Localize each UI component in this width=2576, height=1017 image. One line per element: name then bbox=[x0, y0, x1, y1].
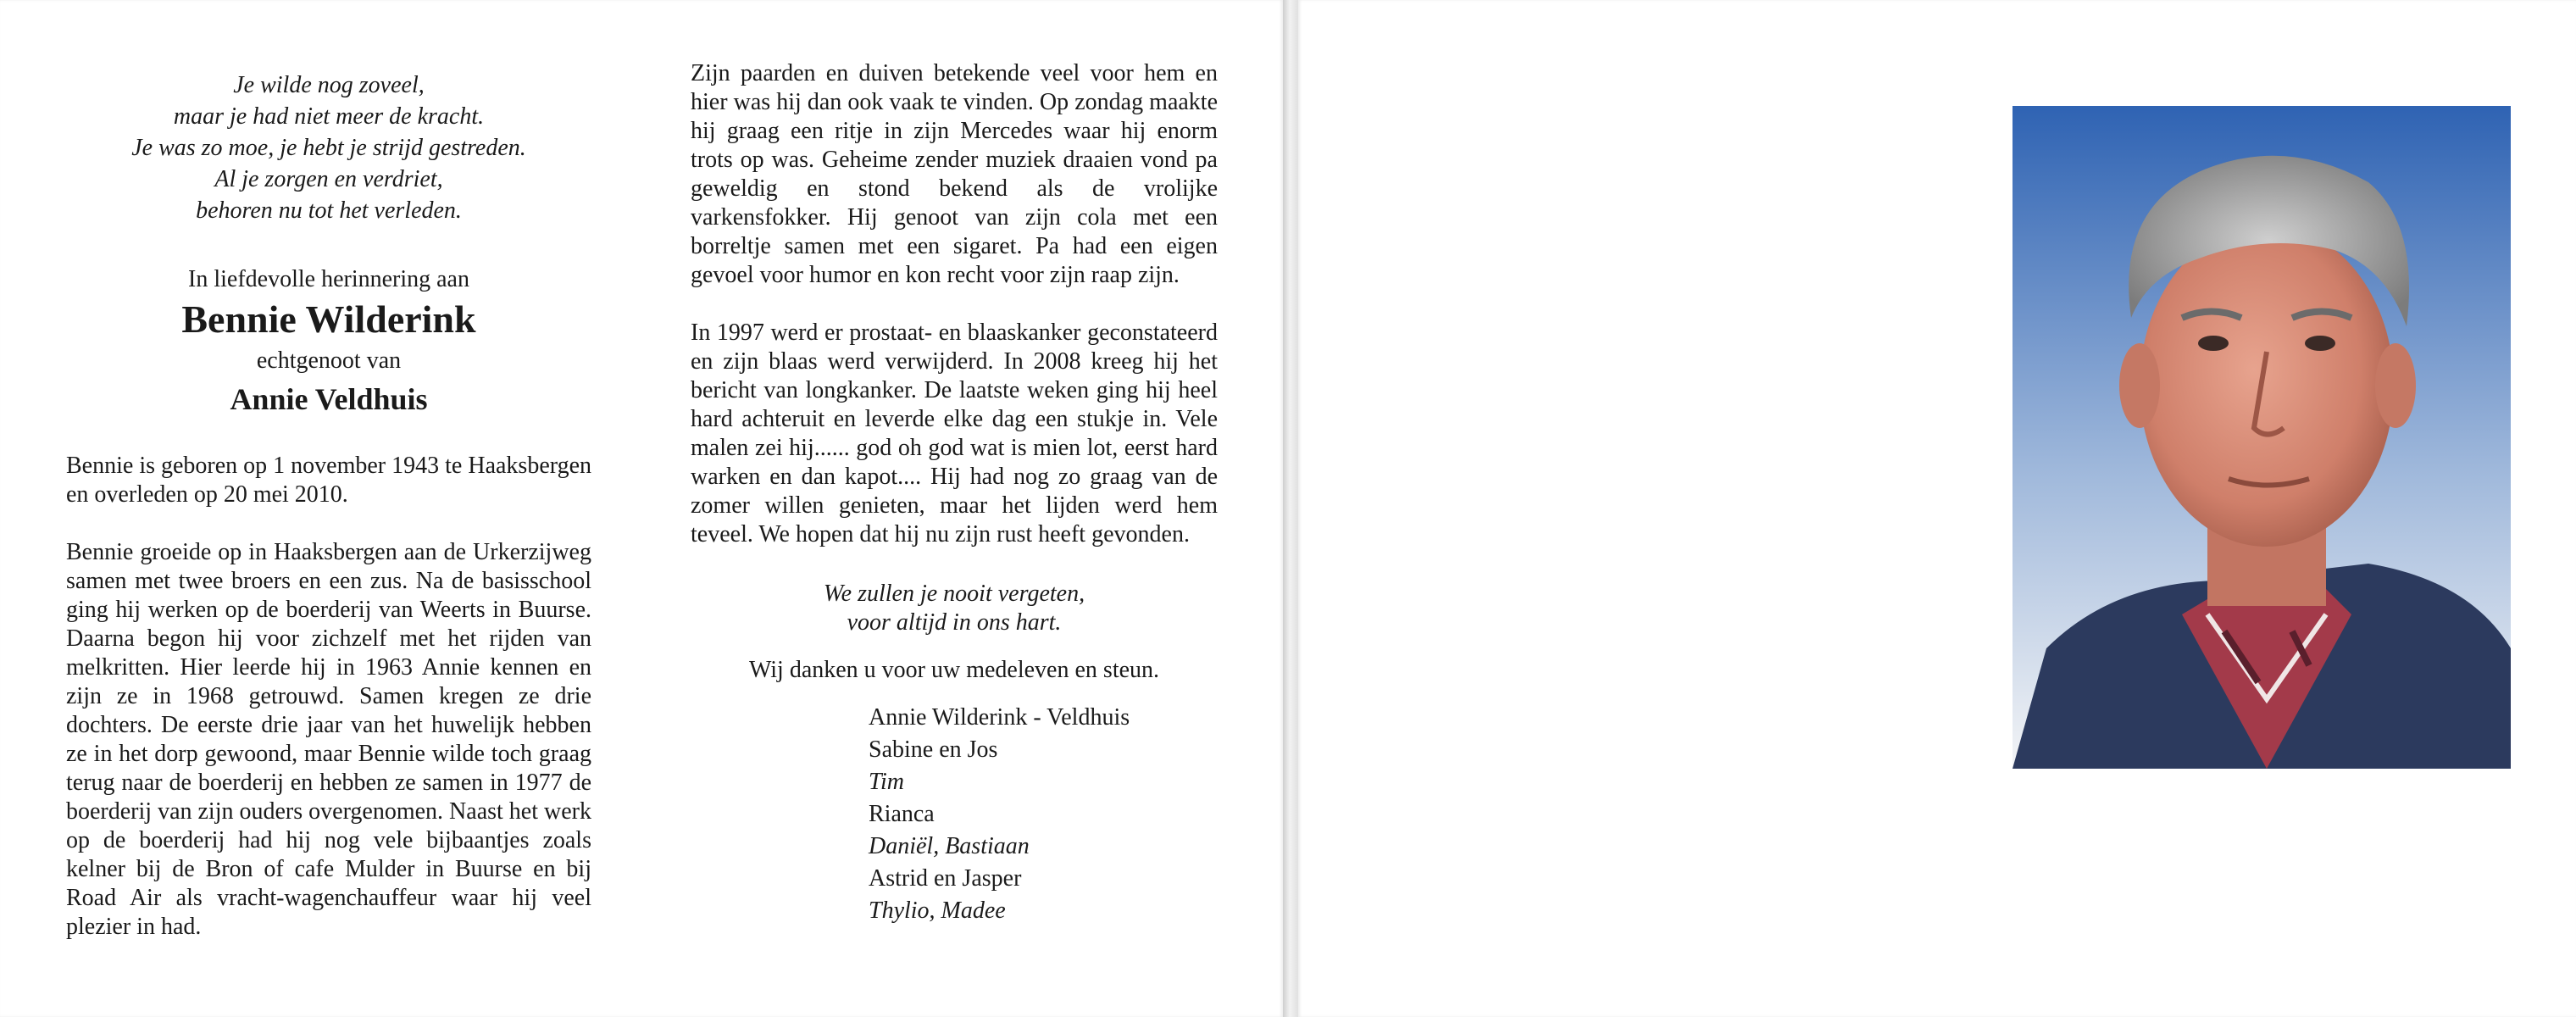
life-paragraph: Bennie groeide op in Haaksbergen aan de Urkerzijweg samen met twee broers en een zus. Na de basisschool ging hij werken op de boerderij van Weerts in Buurse. Daarna begon hij voor zichzelf met het rijden van melkritten. Hier leerde hij in 1963 Annie kennen en zijn ze in 1968 getrouwd. Samen kregen ze drie dochters. De eerste drie jaar van het huwelijk hebben ze in het dorp gewoond, maar Bennie wilde toch graag terug naar de boerderij en hebben ze samen in 1977 de boerderij van zijn ouders overgenomen. Naast het werk op de boerderij had hij nog vele bijbaantjes zoals kelner bij de Bron of cafe Mulder in Buurse en bij Road Air als vracht-wagenchauffeur waar hij veel plezier in had. bbox=[66, 539, 591, 940]
thanks-line: Wij danken u voor uw medeleven en steun. bbox=[748, 657, 1160, 683]
family-list bbox=[691, 702, 1218, 927]
poem-line: voor altijd in ons hart. bbox=[847, 609, 1062, 636]
family-member: Sabine en Jos bbox=[869, 736, 998, 763]
spouse-name: Annie Veldhuis bbox=[230, 382, 428, 416]
poem-line: behoren nu tot het verleden. bbox=[196, 197, 462, 224]
hobbies-paragraph: Zijn paarden en duiven betekende veel voor hem en hier was hij dan ook vaak te vinden. Op zondag maakte hij graag een ritje in zijn Mercedes waar hij enorm trots op was. Geheime zender muziek draaien vond pa geweldig en stond bekend als de vrolijke varkensfokker. Hij genoot van zijn cola met een borreltje samen met een sigaret. Pa had een eigen gevoel voor humor en kon recht voor zijn raap zijn. bbox=[691, 60, 1218, 288]
family-member: Tim bbox=[869, 769, 905, 795]
family-member: Astrid en Jasper bbox=[869, 865, 1022, 892]
left-column bbox=[66, 59, 591, 942]
opening-poem bbox=[66, 69, 591, 226]
illness-paragraph: In 1997 werd er prostaat- en blaaskanker geconstateerd en zijn blaas werd verwijderd. In 2008 kreeg hij het bericht van longkanker. De laatste weken ging hij heel hard achteruit en leverde elke dag een stukje in. Vele malen zei hij...... god oh god wat is mien lot, eerst hard warken en dan kapot.... Hij had nog zo graag van de zomer willen genieten, maar het lijden werd hem teveel. We hopen dat hij nu zijn rust heeft gevonden. bbox=[691, 320, 1218, 547]
poem-line: We zullen je nooit vergeten, bbox=[823, 581, 1085, 607]
poem-line: Je wilde nog zoveel, bbox=[233, 72, 425, 98]
family-member: Daniël, Bastiaan bbox=[869, 833, 1030, 859]
ear bbox=[2375, 343, 2416, 428]
ear bbox=[2119, 343, 2160, 428]
family-member: Thylio, Madee bbox=[869, 898, 1006, 924]
poem-line: Al je zorgen en verdriet, bbox=[214, 166, 443, 192]
face bbox=[2140, 225, 2394, 547]
closing-poem bbox=[691, 580, 1218, 637]
middle-column bbox=[691, 59, 1218, 927]
spouse-label: echtgenoot van bbox=[256, 347, 402, 374]
portrait-photo bbox=[2012, 106, 2511, 769]
memorial-card-inner bbox=[0, 0, 1283, 1017]
memorial-intro: In liefdevolle herinnering aan bbox=[188, 266, 469, 292]
family-member: Annie Wilderink - Veldhuis bbox=[869, 704, 1130, 731]
family-member: Rianca bbox=[869, 801, 935, 827]
poem-line: maar je had niet meer de kracht. bbox=[173, 103, 485, 130]
birth-paragraph: Bennie is geboren op 1 november 1943 te Haaksbergen en overleden op 20 mei 2010. bbox=[66, 453, 591, 508]
card-fold bbox=[1283, 0, 1298, 1017]
poem-line: Je was zo moe, je hebt je strijd gestreden. bbox=[131, 135, 526, 161]
portrait-illustration bbox=[2012, 106, 2511, 769]
deceased-name: Bennie Wilderink bbox=[181, 297, 476, 341]
